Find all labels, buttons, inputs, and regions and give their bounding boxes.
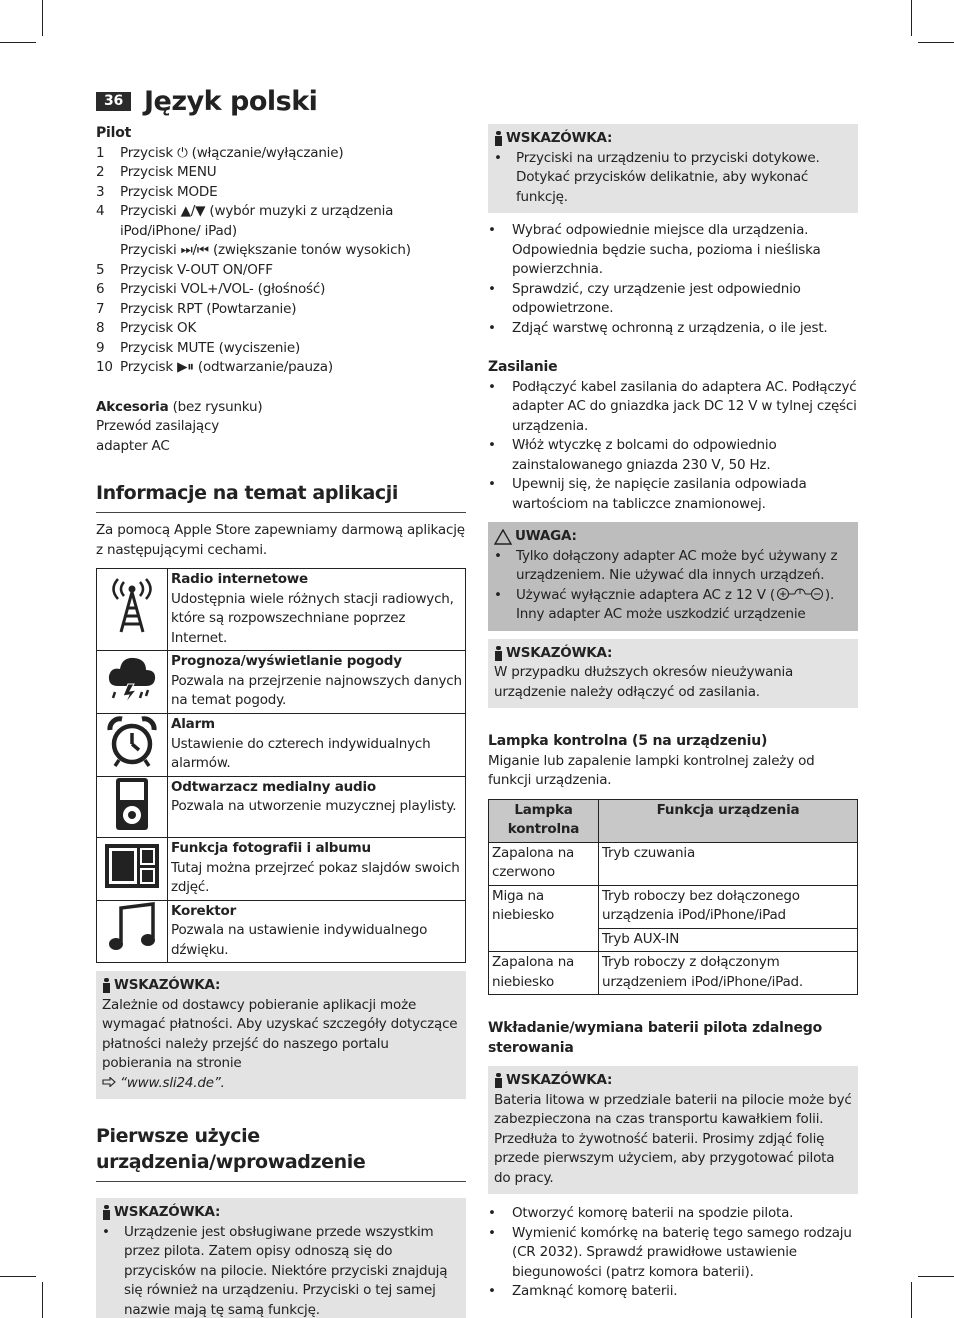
list-item: • Przyciski na urządzeniu to przyciski dotykowe. Dotykać przycisków delikatnie, aby wykonać funkcję. — [494, 149, 852, 208]
table-row: Tryb AUX-IN — [489, 928, 858, 952]
list-item: 1 Przycisk ⏻ (włączanie/wyłączanie) — [96, 144, 344, 161]
crop-mark — [0, 1276, 36, 1277]
warning-box: UWAGA: • Tylko dołączony adapter AC może być używany z urządzeniem. Nie używać dla innych urządzeń. • Używać wyłącznie adaptera AC z 12 V ( ). Inny adapter AC może uszkodzić urządzenie — [488, 522, 858, 631]
list-item: • Otworzyć komorę baterii na spodzie pilota. — [488, 1204, 858, 1224]
arrow-right-icon — [102, 1074, 120, 1094]
list-item: 4 Przyciski ▲/▼ (wybór muzyki z urządzenia iPod/iPhone/ iPad) Przyciski ⏭/⏮ (zwiększanie tonów wysokich) — [96, 203, 411, 258]
crop-mark — [918, 1276, 954, 1277]
list-item: 6 Przyciski VOL+/VOL- (głośność) — [96, 281, 326, 297]
table-header: Funkcja urządzenia — [599, 799, 858, 842]
table-row: Funkcja fotografii i albumu Tutaj można przejrzeć pokaz slajdów swoich zdjęć. — [97, 838, 466, 901]
crop-mark — [918, 42, 954, 43]
lamp-heading: Lampka kontrolna (5 na urządzeniu) — [488, 733, 768, 749]
list-item: 9 Przycisk MUTE (wyciszenie) — [96, 339, 301, 356]
table-row: Odtwarzacz medialny audio Pozwala na utworzenie muzycznej playlisty. — [97, 776, 466, 838]
list-item: • Urządzenie jest obsługiwane przede wszystkim przez pilota. Zatem opisy odnoszą się do przycisków na pilocie. Niektóre przyciski znajdują się również na urządzeniu. Przyciski o tej samej nazwie mają tę samą funkcję. — [102, 1223, 460, 1318]
list-item: 2 Przycisk MENU — [96, 164, 217, 180]
skip-icon: ⏭/⏮ — [180, 242, 209, 258]
table-row: Radio internetowe Udostępnia wiele różnych stacji radiowych, które są rozpowszechniane poprzez Internet. — [97, 569, 466, 651]
table-row — [489, 799, 858, 842]
note-unplug: WSKAZÓWKA: W przypadku dłuższych okresów nieużywania urządzenie należy odłączyć od zasilania. — [488, 639, 858, 709]
list-item: 7 Przycisk RPT (Powtarzanie) — [96, 300, 297, 317]
info-icon — [494, 1073, 503, 1088]
list-item: 10 Przycisk ▶⏸ (odtwarzanie/pauza) — [96, 359, 333, 375]
crop-mark — [42, 1282, 43, 1318]
apps-intro: Za pomocą Apple Store zapewniamy darmową aplikację z następującymi cechami. — [96, 522, 465, 558]
placement-list — [488, 221, 858, 338]
polarity-icon — [775, 587, 825, 601]
list-item: • Wymienić komórkę na baterię tego samego rodzaju (CR 2032). Sprawdź prawidłowe ustawienie biegunowości (patrz komora baterii). — [488, 1224, 858, 1283]
power-icon: ⏻ — [177, 144, 188, 161]
download-link[interactable]: “www.sli24.de”. — [120, 1074, 225, 1091]
list-item: • Tylko dołączony adapter AC może być używany z urządzeniem. Nie używać dla innych urządzeń. — [494, 547, 852, 586]
table-row: Zapalona na niebiesko Tryb roboczy z dołączonym urządzeniem iPod/iPhone/iPad. — [489, 952, 858, 995]
info-icon — [102, 978, 111, 993]
music-note-icon — [107, 902, 157, 954]
info-icon — [494, 131, 503, 146]
lamp-intro: Miganie lub zapalenie lampki kontrolnej zależy od funkcji urządzenia. — [488, 752, 815, 788]
table-row: Alarm Ustawienie do czterech indywidualnych alarmów. — [97, 714, 466, 777]
list-item: • Zdjąć warstwę ochronną z urządzenia, o ile jest. — [488, 319, 858, 339]
radio-tower-icon — [107, 578, 157, 634]
photo-album-icon — [104, 843, 160, 889]
crop-mark — [911, 1282, 912, 1318]
right-column — [488, 124, 858, 1302]
play-pause-icon: ▶⏸ — [177, 359, 194, 375]
first-use-heading: Pierwsze użycie urządzenia/wprowadzenie — [96, 1123, 466, 1182]
left-column — [96, 124, 466, 1318]
list-item: • Sprawdzić, czy urządzenie jest odpowiednio odpowietrzone. — [488, 280, 858, 319]
note-remote: WSKAZÓWKA: • Urządzenie jest obsługiwane przede wszystkim przez pilota. Zatem opisy odnoszą się do przycisków na pilocie. Niektóre przyciski znajdują się również na urządzeniu. Przyciski o tej samej nazwie mają tę samą funkcję. — [96, 1198, 466, 1318]
info-icon — [494, 646, 503, 661]
accessories: Akcesoria (bez rysunku) Przewód zasilający adapter AC — [96, 398, 263, 454]
page-title: Język polski — [144, 86, 318, 117]
apps-heading: Informacje na temat aplikacji — [96, 480, 466, 513]
note-battery: WSKAZÓWKA: Bateria litowa w przedziale baterii na pilocie może być zabezpieczona na czas transportu kawałkiem folii. Przedłuża to żywotność baterii. Prosimy zdjąć folię przede pierwszym użyciem, aby przygotować pilota do pracy. — [488, 1066, 858, 1194]
note-download: WSKAZÓWKA: Zależnie od dostawcy pobieranie aplikacji może wymagać płatności. Aby uzyskać szczegóły dotyczące płatności należy przejść do naszego portalu pobierania na stronie “www.sli24.de”. — [96, 971, 466, 1099]
list-item: 5 Przycisk V-OUT ON/OFF — [96, 261, 273, 278]
note-touch: WSKAZÓWKA: • Przyciski na urządzeniu to przyciski dotykowe. Dotykać przycisków delikatnie, aby wykonać funkcję. — [488, 124, 858, 213]
list-item: 3 Przycisk MODE — [96, 183, 218, 200]
alarm-clock-icon — [107, 716, 157, 768]
crop-mark — [911, 0, 912, 36]
list-item: • Zamknąć komorę baterii. — [488, 1282, 858, 1302]
pilot-list — [96, 144, 466, 378]
storm-cloud-icon — [106, 654, 158, 704]
warning-icon — [494, 529, 512, 545]
list-item: • Upewnij się, że napięcie zasilania odpowiada wartościom na tabliczce znamionowej. — [488, 475, 858, 514]
crop-mark — [0, 42, 36, 43]
list-item: • Włóż wtyczkę z bolcami do odpowiednio zainstalowanego gniazda 230 V, 50 Hz. — [488, 436, 858, 475]
list-item: • Wybrać odpowiednie miejsce dla urządzenia. Odpowiednia będzie sucha, pozioma i nieśliska powierzchnia. — [488, 221, 858, 280]
info-icon — [102, 1205, 111, 1220]
pilot-heading: Pilot — [96, 125, 132, 141]
table-row: Miga na niebiesko Tryb roboczy bez dołączonego urządzenia iPod/iPhone/iPad — [489, 885, 858, 928]
table-header: Lampka kontrolna — [489, 799, 599, 842]
list-item: 8 Przycisk OK — [96, 320, 197, 336]
page-number: 36 — [96, 92, 131, 111]
media-player-icon — [114, 777, 150, 831]
list-item: • Używać wyłącznie adaptera AC z 12 V ( ). Inny adapter AC może uszkodzić urządzenie — [494, 586, 852, 625]
table-row: Zapalona na czerwono Tryb czuwania — [489, 842, 858, 885]
power-list — [488, 378, 858, 515]
power-heading: Zasilanie — [488, 359, 558, 375]
lamp-table — [488, 799, 858, 996]
up-down-arrows-icon: ▲/▼ — [180, 203, 206, 219]
battery-heading: Wkładanie/wymiana baterii pilota zdalnego sterowania — [488, 1020, 823, 1056]
table-row: Prognoza/wyświetlanie pogody Pozwala na przejrzenie najnowszych danych na temat pogody. — [97, 651, 466, 714]
table-row: Korektor Pozwala na ustawienie indywidualnego dźwięku. — [97, 900, 466, 963]
battery-list — [488, 1204, 858, 1302]
list-item: • Podłączyć kabel zasilania do adaptera AC. Podłączyć adapter AC do gniazdka jack DC 12 V w tylnej części urządzenia. — [488, 378, 858, 437]
crop-mark — [42, 0, 43, 36]
apps-table — [96, 568, 466, 963]
